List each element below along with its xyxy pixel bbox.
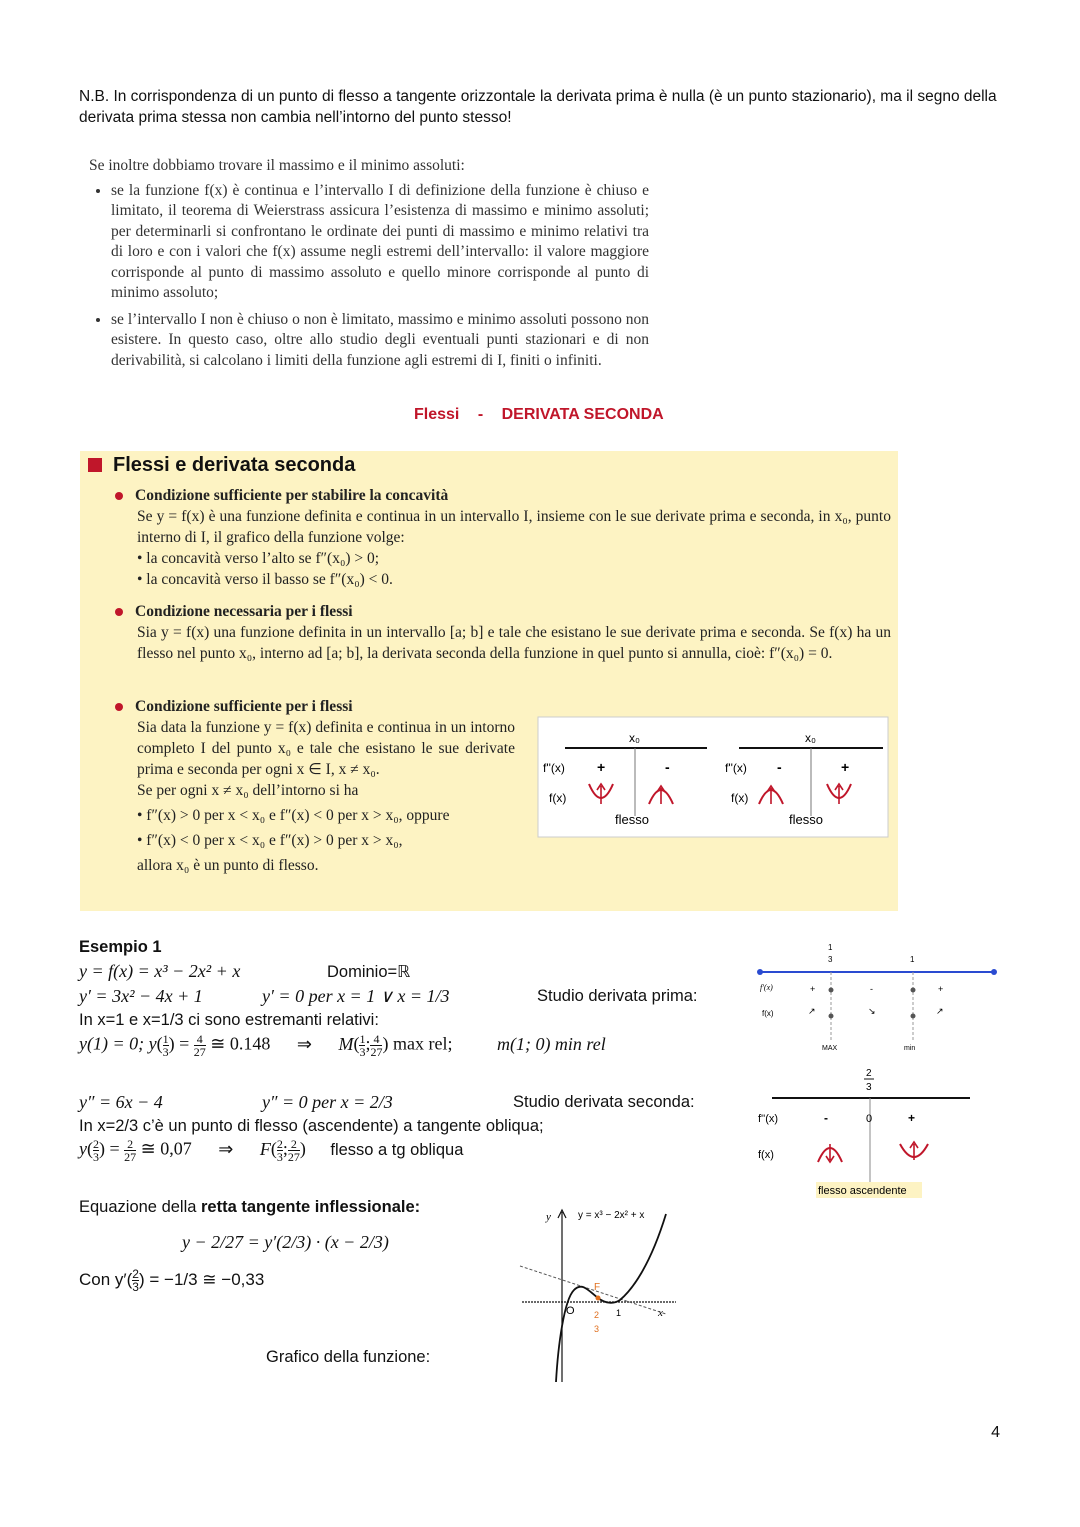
zero-dot — [911, 1014, 916, 1019]
trend-icon: ↗ — [936, 1006, 944, 1016]
condition-necessary — [115, 601, 891, 664]
section-title-dash: - — [477, 406, 484, 423]
first-derivative: y′ = 3x² − 4x + 1 — [79, 986, 203, 1006]
row-fx: f(x) — [758, 1149, 774, 1161]
equals: = — [109, 1138, 120, 1159]
study-first-derivative: Studio derivata prima: — [537, 987, 698, 1005]
box-title: Flessi e derivata seconda — [113, 454, 356, 476]
intro-item-open: • se l’intervallo I non è chiuso o non è limitato, massimo e minimo assoluti possono non esistere. In questo caso, oltre allo studio degli eventuali punti stazionari e di non derivabilità, si calcolano i limiti della funzione agli estremi di I, finiti o infiniti. — [111, 310, 649, 372]
c1-down: • la concavità verso il basso se f″(x₀) < 0. — [137, 571, 393, 588]
second-derivative: y″ = 6x − 4 — [79, 1092, 163, 1112]
sign-plus: + — [908, 1111, 916, 1125]
frac-num: 2 — [93, 1137, 99, 1151]
slope-label: Con y′ — [79, 1269, 127, 1289]
fpp-label: f''(x) — [725, 761, 747, 775]
c3-b1: • f″(x) > 0 per x < x₀ e f″(x) < 0 per x > x₀, oppure — [137, 807, 450, 824]
fx-label: f(x) — [731, 791, 749, 805]
sign-plus: + — [841, 759, 850, 775]
x0-label: x₀ — [805, 731, 816, 745]
sign: - — [870, 984, 873, 994]
tick-num: 1 — [828, 943, 833, 952]
flex-point-dot — [596, 1296, 601, 1301]
flex-x-num: 2 — [594, 1310, 600, 1320]
page-number: 4 — [991, 1424, 1000, 1441]
tangent-title — [79, 1198, 420, 1217]
frac-num: 4 — [373, 1032, 380, 1046]
fx-label: f(x) — [549, 791, 567, 805]
tick-one: 1 — [910, 955, 915, 964]
zero-dot — [911, 988, 916, 993]
tangent-title-bold: retta tangente inflessionale: — [201, 1198, 421, 1216]
sign-minus: - — [665, 759, 670, 775]
flex-values: y( $\frac{2}{3}$ ) = $\frac{2}{27}$ ≅ 0,07 ⇒ F( $\frac{2}{3}$ ; $\frac{2}{27}$ ) flesso a tg obliqua — [79, 1137, 464, 1164]
flex-text: In x=2/3 c’è un punto di flesso (ascendente) a tangente obliqua; — [79, 1117, 544, 1135]
bullet-icon — [115, 492, 123, 500]
y-label: y — [79, 1138, 87, 1159]
fpp-label: f''(x) — [543, 761, 565, 775]
function-graph — [516, 1206, 682, 1388]
intro-item-closed: • se la funzione f(x) è continua e l’intervallo I di definizione della funzione è chiuso e limitato, il teorema di Weierstrass assicura l’esistenza di massimo e minimo assoluti; per determinarli si confrontano le ordinate dei punti di massimo e minimo relativi tra di loro e con i valori che f(x) assume negli estremi dell’intervallo: il valore maggiore corrisponde al punto di massimo assoluto e quello minore corrisponde al punto di minimo assoluto; — [111, 181, 649, 304]
intro-lead: Se inoltre dobbiamo trovare il massimo e il minimo assoluti: — [89, 157, 465, 174]
nb-note: N.B. In corrispondenza di un punto di flesso a tangente orizzontale la derivata prima è nulla (è un punto stazionario), ma il segno della derivata prima stessa non cambia nell’intorno del punto stesso! — [79, 88, 997, 126]
frac-den: 27 — [124, 1150, 137, 1164]
second-derivative-table — [752, 1062, 978, 1202]
min-point: m(1; 0) min rel — [496, 1033, 606, 1054]
c1-head: Condizione sufficiente per stabilire la concavità — [135, 487, 449, 504]
min-label: min — [904, 1045, 916, 1052]
c1-body: Se y = f(x) è una funzione definita e continua in un intervallo I, insieme con le sue derivate prima e seconda, in x₀, punto interno di I, il grafico della funzione volge: — [137, 508, 891, 546]
tick-den: 3 — [828, 955, 833, 964]
axis-dot — [757, 969, 763, 975]
approx-value-2: ≅ 0,07 — [140, 1138, 192, 1159]
bullet-icon — [115, 608, 123, 616]
c2-body: Sia y = f(x) una funzione definita in un intervallo [a; b] e tale che esistano le sue derivate prima e seconda. Se f(x) ha un flesso nel punto x₀, interno ad [a; b], la derivata seconda della funzione in quel punto si annulla, cioè: f″(x₀) = 0. — [137, 624, 891, 662]
trend-icon: ↗ — [808, 1006, 816, 1016]
max-point: M — [338, 1033, 354, 1054]
x0-label: x₀ — [629, 731, 640, 745]
sign: + — [938, 984, 944, 994]
row-fprime: f'(x) — [760, 983, 773, 992]
bullet-icon — [115, 703, 123, 711]
frac-num: 1 — [162, 1032, 169, 1046]
frac-num: 2 — [127, 1137, 134, 1151]
c3-body2: Se per ogni x ≠ x₀ dell’intorno si ha — [137, 782, 359, 799]
max-rel-label: max rel; — [392, 1033, 453, 1054]
sign: + — [810, 984, 816, 994]
axis-dot — [991, 969, 997, 975]
flex-ascendente-label: flesso ascendente — [818, 1185, 907, 1197]
trend-icon: ↘ — [868, 1006, 876, 1016]
tick-num: 2 — [866, 1068, 872, 1079]
x-axis-label: x — [658, 1307, 663, 1319]
condition-concavity — [115, 485, 891, 590]
section-title-left: Flessi — [414, 406, 460, 423]
flesso-label: flesso — [789, 812, 823, 827]
box-marker — [88, 458, 102, 472]
frac-den: 3 — [359, 1045, 366, 1059]
inflection-sign-diagram — [537, 716, 889, 838]
function-curve — [556, 1214, 666, 1382]
y-axis-label: y — [546, 1211, 551, 1223]
frac-num: 4 — [196, 1032, 203, 1046]
flex-label: flesso a tg obliqua — [330, 1140, 464, 1159]
absolute-extrema-intro — [89, 156, 649, 377]
sign-minus: - — [777, 759, 782, 775]
frac-num: 1 — [359, 1032, 366, 1046]
implies-icon: ⇒ — [296, 1033, 312, 1054]
flex-point-label: F — [594, 1282, 601, 1293]
tick-den: 3 — [866, 1082, 872, 1093]
example-function: y = f(x) = x³ − 2x² + x — [79, 961, 241, 981]
flesso-label: flesso — [615, 812, 649, 827]
example-title: Esempio 1 — [79, 938, 162, 956]
frac-den: 27 — [370, 1045, 383, 1059]
first-derivative-table — [752, 938, 998, 1058]
graph-title: y = x³ − 2x² + x — [578, 1210, 645, 1221]
tangent-title-pre: Equazione della — [79, 1198, 202, 1216]
sign-plus: + — [597, 759, 606, 775]
c3-body: Sia data la funzione y = f(x) definita e continua in un intorno completo I del punto x₀ e tale che esistano le sue derivate prima e seconda per ogni x ∈ I, x ≠ x₀. — [137, 719, 515, 778]
extrema-text: In x=1 e x=1/3 ci sono estremanti relativi: — [79, 1011, 379, 1029]
c3-end: allora x₀ è un punto di flesso. — [137, 857, 319, 874]
max-label: MAX — [822, 1045, 838, 1052]
zero-dot — [829, 988, 834, 993]
frac-den: 3 — [132, 1280, 139, 1294]
c2-head: Condizione necessaria per i flessi — [135, 603, 353, 620]
zero-dot — [829, 1014, 834, 1019]
second-derivative-zero: y″ = 0 per x = 2/3 — [262, 1092, 393, 1112]
graph-label: Grafico della funzione: — [266, 1348, 431, 1366]
approx-value: ≅ 0.148 — [210, 1033, 271, 1054]
equals: = — [179, 1033, 190, 1054]
sign-minus: - — [824, 1111, 828, 1125]
frac-den: 27 — [193, 1045, 206, 1059]
flex-x-den: 3 — [594, 1324, 600, 1334]
frac-num: 2 — [132, 1267, 139, 1281]
frac-num: 2 — [290, 1137, 297, 1151]
extrema-values: y(1) = 0; y( $\frac{1}{3}$ ) = $\frac{4}{27}$ ≅ 0.148 ⇒ M( $\frac{1}{3}$ ; $\frac{4}{27}$ ) max rel; m(1; 0) min rel — [79, 1032, 606, 1059]
frac-den: 3 — [162, 1045, 169, 1059]
intro-list — [89, 181, 649, 372]
diagram-frame — [538, 717, 888, 837]
c1-up: • la concavità verso l’alto se f″(x₀) > 0; — [137, 550, 380, 567]
slope-value: = −1/3 ≅ −0,33 — [149, 1269, 265, 1289]
frac-den: 27 — [287, 1150, 300, 1164]
condition-sufficient — [115, 696, 515, 876]
c3-head: Condizione sufficiente per i flessi — [135, 698, 353, 715]
x-one: 1 — [616, 1308, 622, 1318]
tangent-equation: y − 2/27 = y′(2/3) · (x − 2/3) — [182, 1232, 389, 1252]
flex-point: F — [259, 1138, 271, 1159]
section-title-right: DERIVATA SECONDA — [501, 406, 664, 423]
c3-b2: • f″(x) < 0 per x < x₀ e f″(x) > 0 per x > x₀, — [137, 832, 403, 849]
row-fx: f(x) — [762, 1009, 774, 1018]
frac-den: 3 — [276, 1150, 283, 1164]
tangent-line — [520, 1266, 666, 1314]
origin-label: O — [566, 1305, 575, 1317]
example-domain: Dominio=ℝ — [327, 963, 411, 981]
tangent-slope: Con y′( $\frac{2}{3}$ ) = −1/3 ≅ −0,33 — [79, 1267, 265, 1294]
section-title — [414, 406, 664, 424]
frac-den: 3 — [93, 1150, 99, 1164]
implies-icon: ⇒ — [218, 1138, 234, 1159]
first-derivative-zero: y′ = 0 per x = 1 ∨ x = 1/3 — [262, 986, 450, 1006]
y1-value: y(1) = 0; y — [79, 1033, 157, 1054]
study-second-derivative: Studio derivata seconda: — [513, 1093, 695, 1111]
sign-zero: 0 — [866, 1113, 873, 1125]
arrow-down-icon — [826, 1144, 834, 1162]
frac-num: 2 — [276, 1137, 283, 1151]
row-fsecond: f''(x) — [758, 1113, 779, 1125]
